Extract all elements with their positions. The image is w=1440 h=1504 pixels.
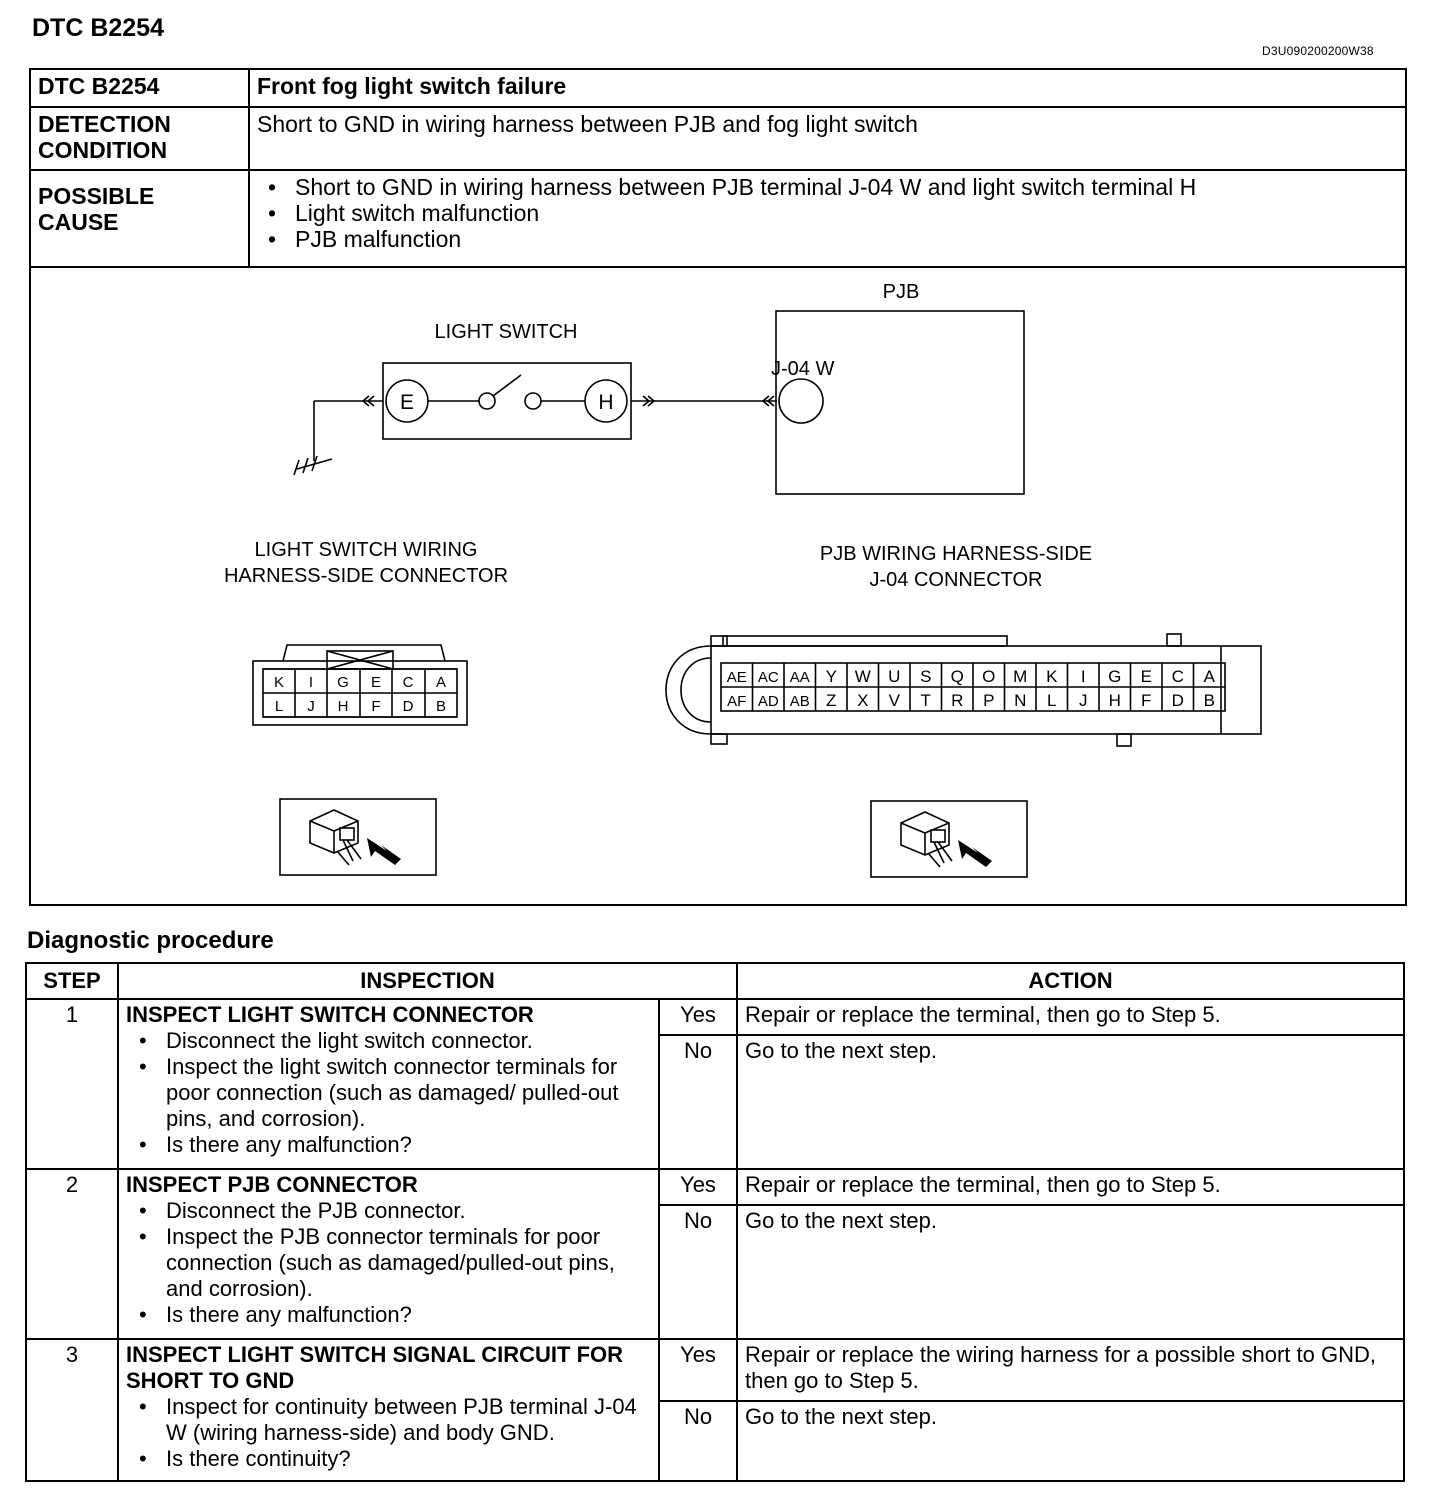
yes-action: Repair or replace the wiring harness for a possible short to GND, then go to Step 5.	[737, 1339, 1404, 1401]
dtc-row	[30, 69, 1406, 107]
ls-pin-label: A	[435, 674, 447, 691]
pjb-terminal-circle	[779, 379, 823, 423]
pjb-pin-label: N	[1014, 691, 1027, 710]
light-switch-box	[383, 363, 631, 439]
yes-label: Yes	[659, 1169, 737, 1205]
pjb-pin-label: Q	[950, 667, 964, 686]
col-step-header: STEP	[26, 963, 118, 999]
dtc-label: DTC B2254	[30, 69, 249, 107]
procedure-title: Diagnostic procedure	[27, 927, 274, 954]
dtc-value: Front fog light switch failure	[249, 69, 1406, 107]
step-item: • Is there any malfunction?	[166, 1132, 651, 1158]
pjb-pin-label: I	[1080, 667, 1086, 686]
switch-blade	[493, 375, 521, 396]
step-items	[126, 1394, 651, 1472]
wiring-diagram	[29, 253, 1407, 906]
connector-view-icon	[901, 812, 952, 867]
pjb-pin-label: AB	[789, 693, 810, 710]
step-number: 2	[26, 1169, 118, 1339]
yes-action: Repair or replace the terminal, then go to Step 5.	[737, 999, 1404, 1035]
pjb-pin-label: U	[888, 667, 901, 686]
pjb-pin-label: D	[1171, 691, 1184, 710]
no-action: Go to the next step.	[737, 1205, 1404, 1339]
step-item: • Inspect the light switch connector terminals for poor connection (such as damaged/ pulled-out pins, and corrosion).	[166, 1054, 651, 1132]
pjb-pin-label: O	[982, 667, 996, 686]
cause-label-line2: CAUSE	[38, 209, 119, 235]
pjb-pin-label: B	[1203, 691, 1215, 710]
no-action: Go to the next step.	[737, 1401, 1404, 1481]
pjb-connector-label-line2: J-04 CONNECTOR	[869, 569, 1043, 591]
cause-list	[257, 174, 1398, 252]
pjb-pin-label: V	[888, 691, 900, 710]
pjb-pin-label: T	[920, 691, 931, 710]
pjb-pin-label: K	[1046, 667, 1058, 686]
ls-connector-label-line1: LIGHT SWITCH WIRING	[254, 539, 478, 561]
step-item: • Inspect the PJB connector terminals for poor connection (such as damaged/pulled-out pins, and corrosion).	[166, 1224, 651, 1302]
no-label: No	[659, 1401, 737, 1481]
pjb-pin-label: X	[857, 691, 869, 710]
pjb-pin-label: AF	[727, 693, 747, 710]
ls-pin-label: G	[337, 674, 349, 691]
pjb-label: PJB	[882, 281, 920, 303]
pjb-pin-label: F	[1141, 691, 1152, 710]
pjb-pin-label: H	[1108, 691, 1121, 710]
diagram-graphics	[31, 253, 1409, 906]
pjb-pin-label: W	[854, 667, 871, 686]
pjb-pin-label: R	[951, 691, 964, 710]
dtc-info-table	[29, 68, 1407, 268]
document-code: D3U090200200W38	[1262, 44, 1374, 58]
step-item: • Is there continuity?	[166, 1446, 651, 1472]
pjb-pin-label: G	[1108, 667, 1122, 686]
step-row	[26, 1339, 1404, 1401]
pjb-pin-label: A	[1203, 667, 1215, 686]
ls-pin-label: H	[337, 698, 349, 715]
switch-contact	[525, 393, 541, 409]
pjb-pin-label: AD	[757, 693, 779, 710]
col-action-header: ACTION	[737, 963, 1404, 999]
pjb-pin-label: L	[1047, 691, 1057, 710]
detection-label	[30, 107, 249, 170]
pjb-pin-label: J	[1079, 691, 1088, 710]
ls-pin-label: E	[370, 674, 382, 691]
step-item: • Inspect for continuity between PJB terminal J-04 W (wiring harness-side) and body GND.	[166, 1394, 651, 1446]
pjb-pin-label: E	[1140, 667, 1152, 686]
cause-item: • PJB malfunction	[295, 226, 1398, 252]
no-label: No	[659, 1035, 737, 1169]
light-switch-label: LIGHT SWITCH	[434, 321, 578, 343]
step-number: 3	[26, 1339, 118, 1481]
ls-pin-label: K	[273, 674, 285, 691]
page-title: DTC B2254	[32, 14, 164, 42]
step-row	[26, 999, 1404, 1035]
ls-pin-label: D	[402, 698, 414, 715]
pjb-pin-label: S	[920, 667, 932, 686]
yes-label: Yes	[659, 1339, 737, 1401]
arrow-icon	[367, 838, 401, 865]
cause-item: • Short to GND in wiring harness between PJB terminal J-04 W and light switch terminal H	[295, 174, 1398, 200]
detection-label-line2: CONDITION	[38, 137, 168, 163]
no-label: No	[659, 1205, 737, 1339]
ls-pin-label: C	[402, 674, 414, 691]
pjb-pin-label: M	[1013, 667, 1028, 686]
yes-label: Yes	[659, 999, 737, 1035]
pjb-pin-label: AA	[789, 669, 810, 686]
ls-pin-label: J	[307, 698, 315, 715]
ls-pin-label: B	[435, 698, 447, 715]
no-action: Go to the next step.	[737, 1035, 1404, 1169]
pjb-pin-label: Z	[826, 691, 837, 710]
pjb-pin-label: C	[1171, 667, 1184, 686]
pjb-connector-body	[711, 646, 1261, 734]
cause-item: • Light switch malfunction	[295, 200, 1398, 226]
arrow-icon	[958, 840, 992, 867]
step-title: INSPECT PJB CONNECTOR	[126, 1172, 418, 1197]
detection-value: Short to GND in wiring harness between PJB and fog light switch	[249, 107, 1406, 170]
step-number: 1	[26, 999, 118, 1169]
j04w-label: J-04 W	[771, 358, 835, 380]
step-inspection	[118, 1339, 659, 1481]
yes-action: Repair or replace the terminal, then go to Step 5.	[737, 1169, 1404, 1205]
step-item: • Is there any malfunction?	[166, 1302, 651, 1328]
pjb-connector-label-line1: PJB WIRING HARNESS-SIDE	[819, 543, 1093, 565]
terminal-h-label: H	[598, 391, 614, 414]
step-title: INSPECT LIGHT SWITCH CONNECTOR	[126, 1002, 534, 1027]
ground-icon	[294, 456, 332, 475]
pjb-pin-label: AE	[726, 669, 747, 686]
procedure-header-row	[26, 963, 1404, 999]
pjb-pin-label: AC	[757, 669, 779, 686]
pjb-pin-label: Y	[825, 667, 837, 686]
connector-view-icon	[310, 810, 361, 865]
ls-connector-label-line2: HARNESS-SIDE CONNECTOR	[223, 565, 509, 587]
col-inspection-header: INSPECTION	[118, 963, 737, 999]
pjb-pin-label: P	[983, 691, 995, 710]
step-inspection	[118, 1169, 659, 1339]
step-item: • Disconnect the light switch connector.	[166, 1028, 651, 1054]
terminal-e-label: E	[399, 391, 415, 414]
ls-pin-label: I	[308, 674, 314, 691]
detection-label-line1: DETECTION	[38, 111, 171, 137]
ls-pin-label: F	[371, 698, 381, 715]
step-items	[126, 1198, 651, 1328]
procedure-table	[25, 962, 1405, 1482]
detection-row	[30, 107, 1406, 170]
step-title: INSPECT LIGHT SWITCH SIGNAL CIRCUIT FOR SHORT TO GND	[126, 1342, 624, 1393]
cause-label-line1: POSSIBLE	[38, 183, 155, 209]
step-item: • Disconnect the PJB connector.	[166, 1198, 651, 1224]
step-items	[126, 1028, 651, 1158]
pjb-box	[776, 311, 1024, 494]
step-row	[26, 1169, 1404, 1205]
pjb-connector-clip	[666, 646, 711, 734]
ls-pin-label: L	[274, 698, 284, 715]
step-inspection	[118, 999, 659, 1169]
